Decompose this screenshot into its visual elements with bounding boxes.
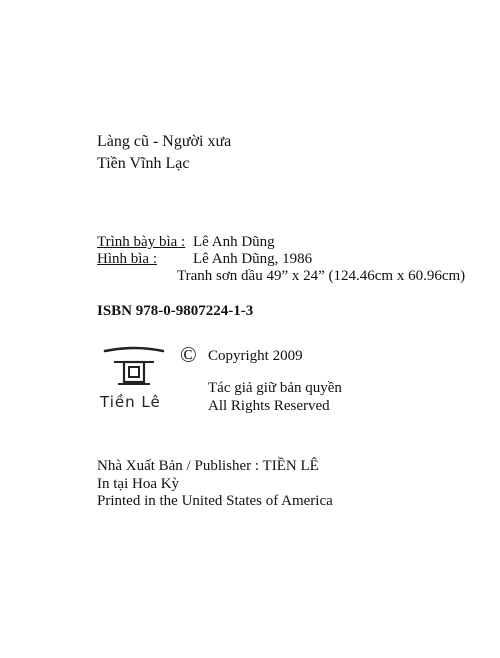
cover-label: Hình bìa : — [97, 251, 157, 267]
publisher-line: Nhà Xuất Bản / Publisher : TIỀN LÊ — [97, 458, 319, 474]
layout-label: Trình bày bìa : — [97, 234, 186, 250]
copyright-symbol: © — [180, 342, 197, 367]
logo-text: Tiền Lê — [100, 393, 161, 411]
layout-value: Lê Anh Dũng — [193, 234, 275, 250]
publisher-logo-icon — [103, 344, 165, 390]
isbn: ISBN 978-0-9807224-1-3 — [97, 303, 254, 319]
layout-credit — [97, 234, 185, 251]
book-title: Làng cũ - Người xưa — [97, 133, 232, 150]
cover-value: Lê Anh Dũng, 1986 — [193, 251, 313, 267]
cover-credit — [97, 251, 157, 268]
copyright-text: Copyright 2009 — [208, 348, 303, 364]
cover-detail: Tranh sơn dầu 49” x 24” (124.46cm x 60.96cm) — [177, 268, 466, 284]
book-author: Tiền Vĩnh Lạc — [97, 155, 190, 172]
rights-vi: Tác giả giữ bản quyền — [208, 380, 342, 396]
printed-en: Printed in the United States of America — [97, 493, 333, 509]
printed-vi: In tại Hoa Kỳ — [97, 476, 180, 492]
rights-en: All Rights Reserved — [208, 398, 330, 414]
